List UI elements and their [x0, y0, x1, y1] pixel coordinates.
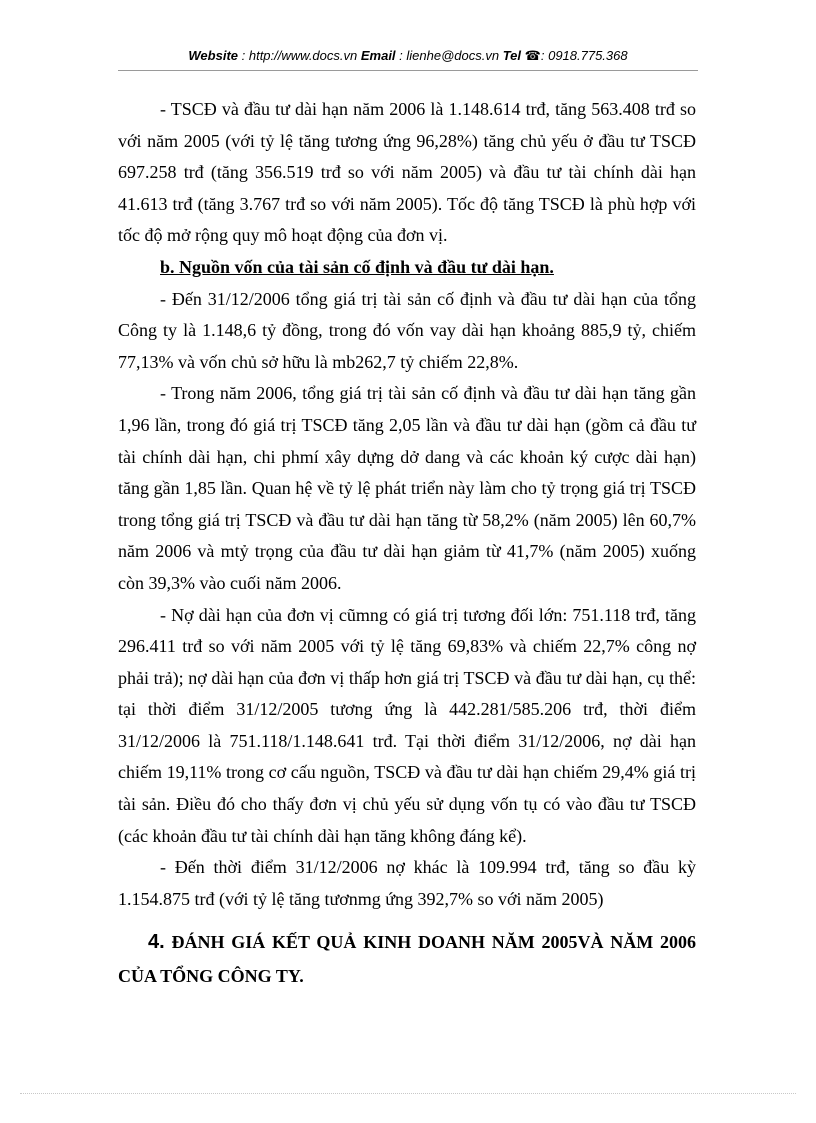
header-divider	[118, 70, 698, 71]
website-label: Website	[188, 48, 238, 63]
paragraph-total-value: - Đến 31/12/2006 tổng giá trị tài sản cố định và đầu tư dài hạn của tổng Công ty là 1.148,6 tỷ đồng, trong đó vốn vay dài hạn khoảng 885,9 tỷ, chiếm 77,13% và vốn chủ sở hữu là mb262,7 tỷ chiếm 22,8%.	[118, 288, 696, 372]
section-number: 4.	[148, 931, 165, 954]
paragraph-tscd-growth: - TSCĐ và đầu tư dài hạn năm 2006 là 1.148.614 trđ, tăng 563.408 trđ so với năm 2005 (với tỷ lệ tăng tương ứng 96,28%) tăng chủ yếu ở đầu tư TSCĐ 697.258 trđ (tăng 356.519 trđ so với năm 2005) và đầu tư tài chính dài hạn 41.613 trđ (tăng 3.767 trđ so với năm 2005). Tốc độ tăng TSCĐ là phù hợp với tốc độ mở rộng quy mô hoạt động của đơn vị.	[118, 99, 696, 246]
page-header	[118, 48, 698, 64]
email-link[interactable]: : lienhe@docs.vn	[399, 48, 500, 63]
subheading-capital-sources: b. Nguồn vốn của tài sản cố định và đầu tư dài hạn.	[160, 256, 554, 277]
paragraph-long-term-debt: - Nợ dài hạn của đơn vị cũmng có giá trị tương đối lớn: 751.118 trđ, tăng 296.411 trđ so với năm 2005 với tỷ lệ tăng 69,83% và chiếm 22,7% công nợ phải trả); nợ dài hạn của đơn vị thấp hơn giá trị TSCĐ và đầu tư dài hạn, cụ thể: tại thời điểm 31/12/2005 tương ứng là 442.281/585.206 trđ, thời điểm 31/12/2006 là 751.118/1.148.641 trđ. Tại thời điểm 31/12/2006, nợ dài hạn chiếm 19,11% trong cơ cấu nguồn, TSCĐ và đầu tư dài hạn chiếm 29,4% giá trị tài sản. Điều đó cho thấy đơn vị chủ yếu sử dụng vốn tụ có vào đầu tư TSCĐ (các khoản đầu tư tài chính dài hạn tăng không đáng kể).	[118, 604, 696, 846]
tel-label: Tel	[502, 48, 522, 63]
tel-value: : 0918.775.368	[540, 48, 628, 63]
section-heading	[118, 925, 696, 993]
paragraph-growth-ratio: - Trong năm 2006, tổng giá trị tài sản cố định và đầu tư dài hạn tăng gần 1,96 lần, trong đó giá trị TSCĐ tăng 2,05 lần và đầu tư dài hạn (gồm cả đầu tư tài chính dài hạn, chi phmí xây dựng dở dang và các khoản ký cược dài hạn) tăng gần 1,85 lần. Quan hệ về tỷ lệ phát triển này làm cho tỷ trọng giá trị TSCĐ trong tổng giá trị TSCĐ và đầu tư dài hạn tăng từ 58,2% (năm 2005) lên 60,7% năm 2006 và mtỷ trọng của đầu tư dài hạn giảm từ 41,7% (năm 2005) xuống còn 39,3% vào cuối năm 2006.	[118, 383, 696, 593]
section-title: ĐÁNH GIÁ KẾT QUẢ KINH DOANH NĂM 2005VÀ NĂM 2006 CỦA TỔNG CÔNG TY.	[118, 932, 696, 987]
website-link[interactable]: : http://www.docs.vn	[241, 48, 358, 63]
email-label: Email	[360, 48, 396, 63]
footer-divider	[20, 1093, 796, 1094]
paragraph-other-debt: - Đến thời điểm 31/12/2006 nợ khác là 109.994 trđ, tăng so đầu kỳ 1.154.875 trđ (với tỷ lệ tăng tươnmg ứng 392,7% so với năm 2005)	[118, 857, 696, 909]
phone-icon: ☎	[524, 48, 541, 63]
document-body	[118, 94, 696, 993]
